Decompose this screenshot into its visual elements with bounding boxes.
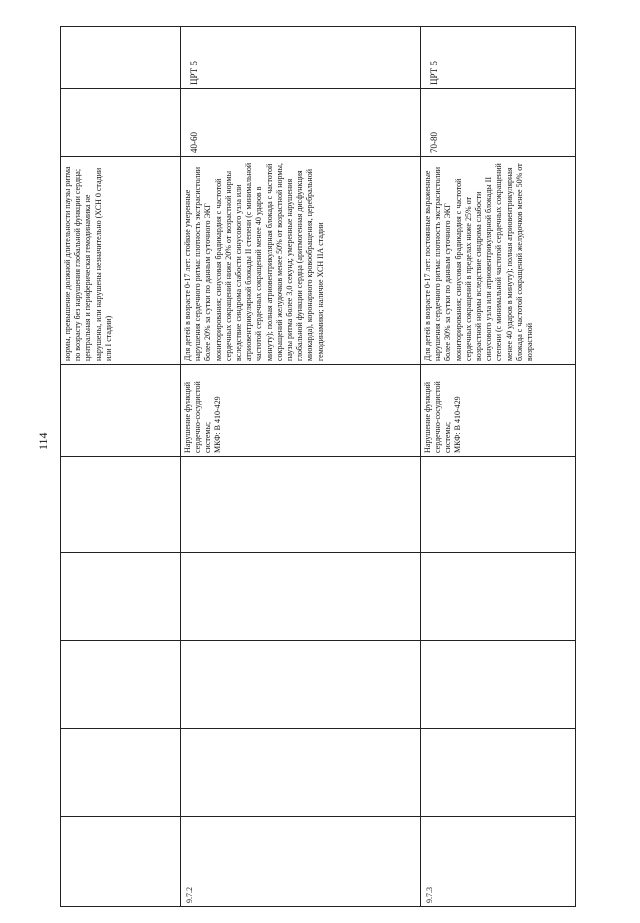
description-cell: нормы, превышение должной длительности паузы ритма по возрасту без нарушения глобальной функции сердца; центральная и периферическая гемодинамика не нарушены, или нарушены незначительно (ХСН 0 стадии или I стадии): [61, 157, 181, 365]
disability-criteria-table: [60, 26, 576, 907]
row-number: 9.7.3: [421, 817, 576, 907]
rotated-table-container: [60, 27, 575, 907]
diagnosis-cell: [61, 365, 181, 457]
empty-cell: [61, 553, 181, 641]
group-cell: [61, 27, 181, 89]
table-row: [61, 27, 181, 907]
description-cell: Для детей в возрасте 0-17 лет: стойкие умеренные нарушения сердечного ритма: плотность экстрасистолии более 20% за сутки по данным суточного ЭКГ мониторирования; синусовая брадикардия с частотой сердечных сокращений ниже 20% от возрастной нормы вследствие синдрома слабости синусового узла или атриовентрикулярной блокады II степени (с минимальной частотой сердечных сокращений менее 40 ударов в минуту); полная атриовентрикулярная блокада с частотой сокращений желудочков менее 50% от возрастной нормы, паузы ритма более 3,0 секунд; умеренные нарушения глобальной функции сердца (аритмогенная дисфункция миокарда), коронарного кровообращения, церебральной гемодинамики; наличие ХСН IIА стадии: [181, 157, 421, 365]
empty-cell: [421, 641, 576, 729]
empty-cell: [421, 457, 576, 553]
table-row: [181, 27, 421, 907]
row-number: [61, 817, 181, 907]
group-cell: ЦРТ 5: [181, 27, 421, 89]
percent-cell: 40-60: [181, 89, 421, 157]
empty-cell: [421, 729, 576, 817]
description-cell: Для детей в возрасте 0-17 лет: постоянные выраженные нарушения сердечного ритма: плотность экстрасистолии более 30% за сутки по данным суточного ЭКГ мониторирования; синусовая брадикардия с частотой сердечных сокращений в пределах ниже 25% от возрастной нормы вследствие синдрома слабости синусового узла или атриовентрикулярной блокады II степени (с минимальной частотой сердечных сокращений менее 40 ударов в минуту); полная атриовентрикулярная блокада с частотой сокращений желудочков менее 50% от возрастной: [421, 157, 576, 365]
group-cell: ЦРТ 5: [421, 27, 576, 89]
empty-cell: [61, 641, 181, 729]
percent-cell: 70-80: [421, 89, 576, 157]
page-number: 114: [36, 432, 50, 450]
empty-cell: [181, 729, 421, 817]
empty-cell: [61, 457, 181, 553]
empty-cell: [181, 641, 421, 729]
row-number: 9.7.2: [181, 817, 421, 907]
diagnosis-cell: Нарушение функций сердечно-сосудистой системы; МКФ: В 410-429: [421, 365, 576, 457]
table-row: [421, 27, 576, 907]
empty-cell: [181, 457, 421, 553]
empty-cell: [61, 729, 181, 817]
diagnosis-cell: Нарушение функций сердечно-сосудистой системы; МКФ: В 410-429: [181, 365, 421, 457]
empty-cell: [421, 553, 576, 641]
empty-cell: [181, 553, 421, 641]
percent-cell: [61, 89, 181, 157]
